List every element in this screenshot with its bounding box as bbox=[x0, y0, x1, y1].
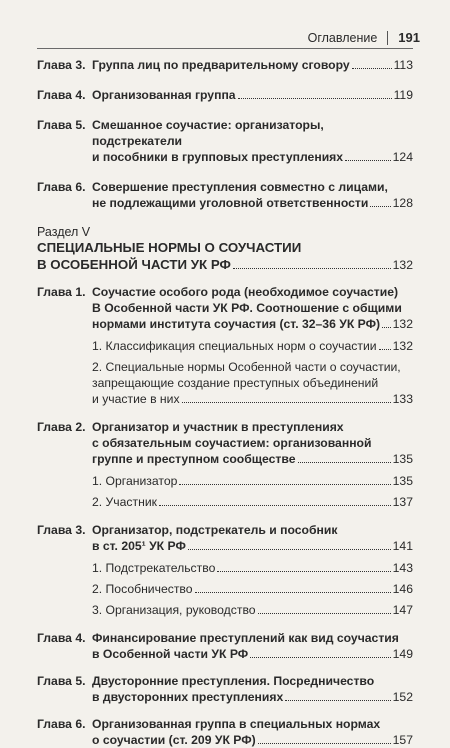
entry-page-number: 128 bbox=[392, 196, 413, 210]
entry-title-line: 2. Специальные нормы Особенной части о соучастии, bbox=[92, 360, 401, 374]
chapter-label: Глава 2. bbox=[37, 420, 86, 434]
entry-title-text: и пособники в групповых преступлениях bbox=[92, 150, 344, 164]
dot-leader bbox=[233, 268, 391, 269]
chapter-label: Глава 5. bbox=[37, 118, 86, 132]
entry-page-number: 119 bbox=[393, 88, 413, 102]
entry-title-text: 3. Организация, руководство bbox=[92, 603, 256, 617]
entry-title-text: Организованная группа bbox=[92, 88, 236, 102]
entry-title-line bbox=[92, 473, 413, 489]
dot-leader bbox=[250, 657, 390, 658]
entry-title-line bbox=[92, 57, 413, 73]
header-page-number: 191 bbox=[398, 30, 420, 45]
entry-title-line bbox=[92, 732, 413, 748]
entry-title-text: 1. Подстрекательство bbox=[92, 561, 216, 575]
entry-title bbox=[92, 473, 413, 489]
entry-page-number: 143 bbox=[392, 561, 413, 575]
entry-title bbox=[92, 179, 413, 211]
running-header bbox=[308, 30, 420, 45]
chapter-label: Глава 3. bbox=[37, 523, 86, 537]
entry-page-number: 132 bbox=[392, 317, 413, 331]
chapter-label: Глава 1. bbox=[37, 285, 86, 299]
section-title-text: В ОСОБЕННОЙ ЧАСТИ УК РФ bbox=[37, 257, 231, 272]
entry-title-line bbox=[92, 689, 413, 705]
toc-subentry[interactable] bbox=[37, 359, 413, 407]
entry-title bbox=[92, 522, 413, 554]
entry-title-line bbox=[92, 391, 413, 407]
chapter-label: Глава 4. bbox=[37, 631, 86, 645]
chapter-label: Глава 4. bbox=[37, 88, 86, 102]
dot-leader bbox=[238, 98, 392, 99]
entry-title-line: Организатор, подстрекатель и пособник bbox=[92, 523, 338, 537]
entry-title-line bbox=[92, 494, 413, 510]
entry-title-line bbox=[92, 451, 413, 467]
entry-page-number: 137 bbox=[392, 495, 413, 509]
toc-entry[interactable] bbox=[37, 522, 413, 554]
entry-page-number: 124 bbox=[392, 150, 413, 164]
entry-title-text: нормами института соучастия (ст. 32–36 УК РФ) bbox=[92, 317, 381, 331]
entry-title-line bbox=[92, 602, 413, 618]
entry-title-text: о соучастии (ст. 209 УК РФ) bbox=[92, 733, 256, 747]
header-section-title: Оглавление bbox=[307, 30, 378, 45]
entry-page-number: 147 bbox=[392, 603, 413, 617]
chapter-label: Глава 6. bbox=[37, 717, 86, 731]
entry-title-text: 1. Классификация специальных норм о соучастии bbox=[92, 339, 377, 353]
entry-title bbox=[92, 494, 413, 510]
entry-title-line: Смешанное соучастие: организаторы, подстрекатели bbox=[92, 118, 324, 148]
toc-entry[interactable] bbox=[37, 630, 413, 662]
entry-title-line: Совершение преступления совместно с лицами, bbox=[92, 180, 388, 194]
toc-entry[interactable] bbox=[37, 673, 413, 705]
entry-title-line bbox=[92, 560, 413, 576]
section-title-line bbox=[37, 256, 413, 274]
entry-title-line: с обязательным соучастием: организованной bbox=[92, 436, 372, 450]
entry-title bbox=[92, 117, 413, 165]
entry-title-line: Организатор и участник в преступлениях bbox=[92, 420, 344, 434]
entry-title-line bbox=[92, 195, 413, 211]
entry-page-number: 157 bbox=[392, 733, 413, 747]
entry-title-line bbox=[92, 338, 413, 354]
toc-subentry[interactable] bbox=[37, 338, 413, 354]
toc-subentry[interactable] bbox=[37, 473, 413, 489]
dot-leader bbox=[382, 327, 391, 328]
dot-leader bbox=[370, 206, 390, 207]
entry-title-text: группе и преступном сообществе bbox=[92, 452, 296, 466]
dot-leader bbox=[188, 549, 391, 550]
entry-title bbox=[92, 673, 413, 705]
entry-title-line bbox=[92, 87, 413, 103]
entry-title-text: не подлежащими уголовной ответственности bbox=[92, 196, 369, 210]
entry-page-number: 132 bbox=[392, 339, 413, 353]
entry-page-number: 152 bbox=[392, 690, 413, 704]
dot-leader bbox=[379, 349, 391, 350]
entry-title-line bbox=[92, 646, 413, 662]
section-page-number: 132 bbox=[392, 258, 413, 272]
toc-subentry[interactable] bbox=[37, 494, 413, 510]
entry-title bbox=[92, 338, 413, 354]
chapter-label: Глава 3. bbox=[37, 58, 86, 72]
entry-title bbox=[92, 602, 413, 618]
entry-page-number: 146 bbox=[392, 582, 413, 596]
entry-page-number: 141 bbox=[392, 539, 413, 553]
entry-title bbox=[92, 87, 413, 103]
entry-title bbox=[92, 560, 413, 576]
entry-title bbox=[92, 359, 413, 407]
toc-entry[interactable] bbox=[37, 117, 413, 165]
toc-subentry[interactable] bbox=[37, 602, 413, 618]
entry-title-line: Двусторонние преступления. Посредничество bbox=[92, 674, 375, 688]
entry-title bbox=[92, 284, 413, 332]
entry-title-line bbox=[92, 316, 413, 332]
entry-title bbox=[92, 581, 413, 597]
entry-title-line bbox=[92, 581, 413, 597]
entry-page-number: 149 bbox=[392, 647, 413, 661]
header-divider bbox=[387, 31, 388, 45]
dot-leader bbox=[195, 592, 391, 593]
entry-title bbox=[92, 630, 413, 662]
entry-title-text: Группа лиц по предварительному сговору bbox=[92, 58, 350, 72]
entry-title-text: в двусторонних преступлениях bbox=[92, 690, 284, 704]
entry-title-text: 2. Пособничество bbox=[92, 582, 193, 596]
entry-title-line: запрещающие создание преступных объединений bbox=[92, 376, 379, 390]
entry-page-number: 133 bbox=[392, 392, 413, 406]
entry-title bbox=[92, 419, 413, 467]
chapter-label: Глава 5. bbox=[37, 674, 86, 688]
header-rule bbox=[37, 48, 413, 49]
dot-leader bbox=[159, 505, 391, 506]
entry-title-text: 2. Участник bbox=[92, 495, 157, 509]
entry-title-line: Финансирование преступлений как вид соучастия bbox=[92, 631, 399, 645]
toc-entry[interactable] bbox=[37, 716, 413, 748]
dot-leader bbox=[352, 68, 392, 69]
dot-leader bbox=[258, 743, 391, 744]
dot-leader bbox=[345, 160, 391, 161]
section-title-line: СПЕЦИАЛЬНЫЕ НОРМЫ О СОУЧАСТИИ bbox=[37, 240, 302, 255]
dot-leader bbox=[182, 402, 391, 403]
chapter-label: Глава 6. bbox=[37, 180, 86, 194]
section-label: Раздел V bbox=[37, 225, 91, 239]
entry-title-text: 1. Организатор bbox=[92, 474, 178, 488]
dot-leader bbox=[217, 571, 390, 572]
entry-title-line bbox=[92, 149, 413, 165]
entry-title-text: в ст. 205¹ УК РФ bbox=[92, 539, 186, 553]
dot-leader bbox=[298, 462, 391, 463]
entry-title bbox=[92, 57, 413, 73]
entry-title-line: Организованная группа в специальных нормах bbox=[92, 717, 381, 731]
entry-page-number: 135 bbox=[392, 474, 413, 488]
toc-subentry[interactable] bbox=[37, 560, 413, 576]
entry-title-line: В Особенной части УК РФ. Соотношение с общими bbox=[92, 301, 402, 315]
dot-leader bbox=[258, 613, 391, 614]
toc-subentry[interactable] bbox=[37, 581, 413, 597]
toc-entries-part1 bbox=[37, 57, 413, 211]
entry-title bbox=[92, 716, 413, 748]
entry-title-line: Соучастие особого рода (необходимое соучастие) bbox=[92, 285, 399, 299]
toc-entry[interactable] bbox=[37, 57, 413, 73]
dot-leader bbox=[179, 484, 390, 485]
toc-entries-part2 bbox=[37, 284, 413, 748]
entry-page-number: 135 bbox=[392, 452, 413, 466]
toc-entry[interactable] bbox=[37, 284, 413, 332]
section-title bbox=[37, 239, 413, 274]
table-of-contents bbox=[37, 57, 413, 748]
entry-page-number: 113 bbox=[393, 58, 413, 72]
dot-leader bbox=[285, 700, 390, 701]
entry-title-text: и участие в них bbox=[92, 392, 180, 406]
toc-entry[interactable] bbox=[37, 87, 413, 103]
toc-entry[interactable] bbox=[37, 419, 413, 467]
toc-entry[interactable] bbox=[37, 179, 413, 211]
entry-title-text: в Особенной части УК РФ bbox=[92, 647, 249, 661]
entry-title-line bbox=[92, 538, 413, 554]
